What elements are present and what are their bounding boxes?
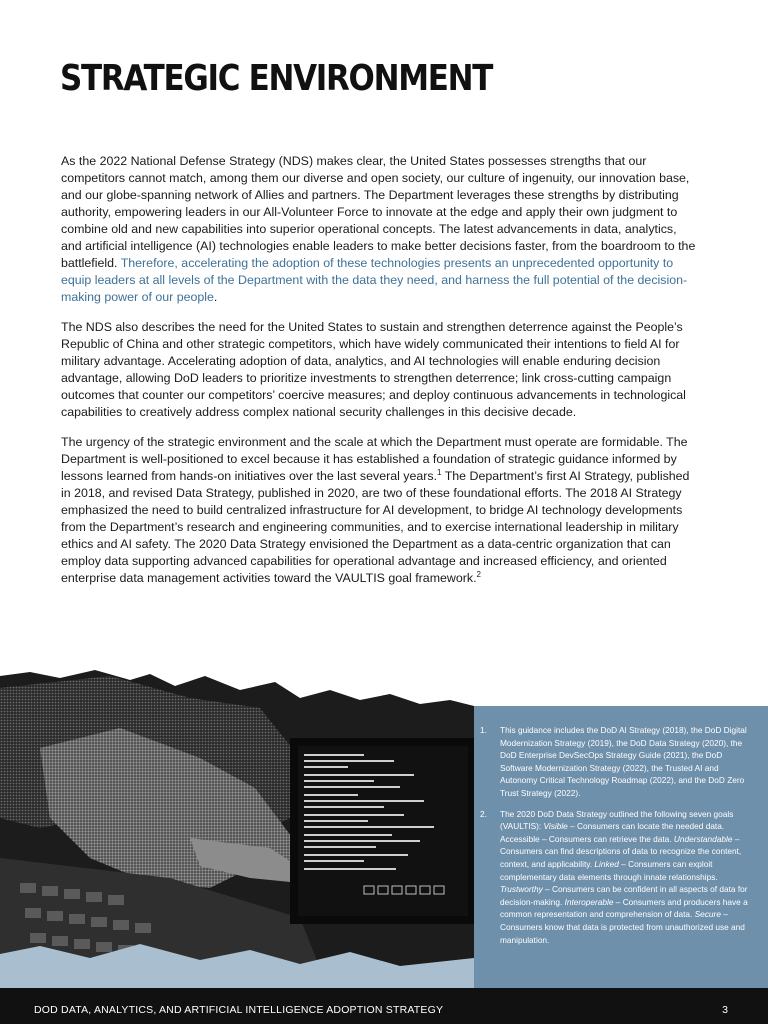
footnote-number: 2. xyxy=(480,808,487,819)
goal-name-trustworthy: Trustworthy xyxy=(500,884,543,895)
footnote-text xyxy=(500,808,754,947)
page-number: 3 xyxy=(722,1004,728,1016)
footnotes-panel xyxy=(474,706,768,988)
goal-desc: – Consumers can find descriptions of data to recognize the content, context, and applicability. xyxy=(500,833,742,869)
goal-desc: – Consumers can locate the needed data. xyxy=(567,821,725,832)
goal-name-understandable: Understandable xyxy=(673,833,733,844)
paragraph-deterrence: The NDS also describes the need for the United States to sustain and strengthen deterrence against the People’s Republic of China and other strategic competitors, which have widely communicated their intentions to field AI for military advantage. Accelerating adoption of data, analytics, and AI technologies will enable enduring decision advantage, allowing DoD leaders to prioritize investments to strengthen deterrence; link cross-cutting campaign outcomes that counter our competitors’ coercive measures; and deploy continuous advancements in technological capabilities to creatively address complex national security challenges in this decisive decade. xyxy=(61,320,686,419)
footnote-ref-2[interactable]: 2 xyxy=(476,569,481,579)
paragraph-urgency xyxy=(61,434,697,587)
footnotes-list xyxy=(480,724,754,946)
goal-name-accessible: Accessible xyxy=(500,833,540,844)
goal-name-interoperable: Interoperable xyxy=(564,896,614,907)
sentence-end: . xyxy=(213,290,218,304)
goal-desc: – Consumers and producers have a common representation and comprehension of data. xyxy=(500,896,748,920)
goal-name-linked: Linked xyxy=(594,858,619,869)
footnote-number: 1. xyxy=(480,725,487,735)
footnote-intro: The 2020 DoD Data Strategy outlined the following seven goals (VAULTIS): xyxy=(500,808,734,832)
goal-name-visible: Visible xyxy=(543,821,568,832)
footnote-ref-1[interactable]: 1 xyxy=(437,467,442,477)
paragraph-text: The urgency of the strategic environment and the scale at which the Department must operate are formidable. The Department is well-positioned to excel because it has established a foundation of strategic guidance informed by lessons learned from hands-on initiatives over the last several years. xyxy=(61,435,688,483)
highlighted-statement: Therefore, accelerating the adoption of these technologies presents an unprecedented opportunity to equip leaders at all levels of the Department with the data they need, and harness the full potential of the decision-making power of our people xyxy=(61,256,688,304)
goal-desc: – Consumers can exploit complementary data elements through innate relationships. xyxy=(500,858,718,882)
goal-name-secure: Secure xyxy=(694,909,721,920)
paragraph-text: As the 2022 National Defense Strategy (NDS) makes clear, the United States possesses strengths that our competitors cannot match, among them our diverse and open society, our culture of ingenuity, our innovation base, and our globe-spanning network of Allies and partners. The Department leverages these strengths by distributing authority, empowering leaders in our All-Volunteer Force to innovate at the edge and apply their own judgment to combine old and new capabilities into superior operational concepts. The latest advancements in data, analytics, and artificial intelligence (AI) technologies enable leaders to make better decisions faster, from the boardroom to the battlefield. xyxy=(61,154,696,270)
footer-bar xyxy=(0,988,768,1024)
hand-keyboard-monitor-illustration xyxy=(0,668,474,988)
monitor-screen xyxy=(298,746,468,916)
footnote-2 xyxy=(480,808,754,947)
footnote-text: This guidance includes the DoD AI Strategy (2018), the DoD Digital Modernization Strategy (2019), the DoD Data Strategy (2020), the DoD Enterprise DevSecOps Strategy Guide (2021), the DoD Software Modernization Strategy (2022), the Trusted AI and Autonomy Critical Technology Roadmap (2022), and the DoD Zero Trust Strategy (2022). xyxy=(500,725,747,798)
footer-title: DOD DATA, ANALYTICS, AND ARTIFICIAL INTELLIGENCE ADOPTION STRATEGY xyxy=(34,1004,444,1016)
goal-desc: – Consumers can be confident in all aspects of data for decision-making. xyxy=(500,884,748,907)
paragraph-nds-strengths xyxy=(61,153,697,306)
goal-desc: – Consumers know that data is protected from unauthorized use and manipulation. xyxy=(500,909,745,945)
footnote-1 xyxy=(480,724,754,800)
goal-desc: – Consumers can retrieve the data. xyxy=(539,833,674,844)
paragraph-text: The Department’s first AI Strategy, published in 2018, and revised Data Strategy, published in 2020, are two of these foundational efforts. The 2018 AI Strategy emphasized the need to build centralized infrastructure for AI development, to bridge AI technology developments from the Department’s research and engineering communities, and to exercise international leadership in military ethics and AI safety. The 2020 Data Strategy envisioned the Department as a data-centric organization that can employ data supporting advanced capabilities for operational advantage and increased efficiency, and oriented enterprise data management activities toward the VAULTIS goal framework. xyxy=(61,469,690,585)
page-title: STRATEGIC ENVIRONMENT xyxy=(60,58,493,99)
body-text xyxy=(61,153,697,600)
